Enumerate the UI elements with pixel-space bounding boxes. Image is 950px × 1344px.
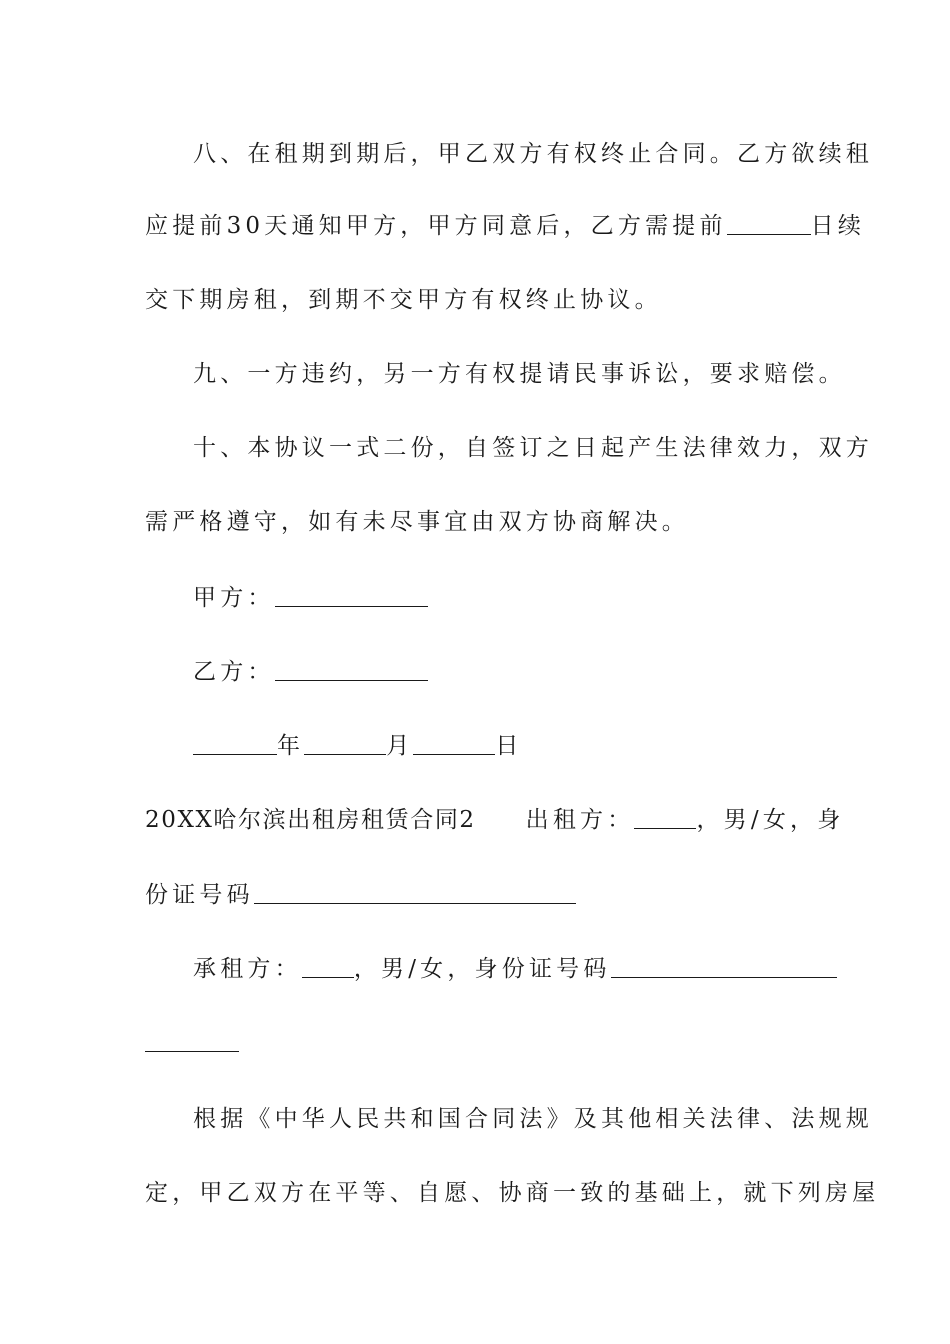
year-label: 年 [277, 733, 305, 759]
clause-10-line-2: 需严格遵守，如有未尽事宜由双方协商解决。 [145, 509, 689, 535]
party-a-label: 甲方： [193, 585, 275, 611]
lessee-id-blank-continued [145, 1029, 239, 1052]
year-blank [193, 732, 277, 755]
lessor-label: 出租方： [525, 807, 635, 833]
signing-date [193, 731, 523, 761]
clause-8-line-2-end: 日续 [810, 213, 866, 239]
lessee-id-continuation [145, 1028, 239, 1058]
clause-10-line-1: 十、本协议一式二份，自签订之日起产生法律效力，双方 [193, 435, 873, 461]
lessor-id-blank [254, 881, 576, 904]
day-label: 日 [495, 733, 523, 759]
lessor-gender: ，男/女，身 [696, 807, 845, 833]
clause-9: 九、一方违约，另一方有权提请民事诉讼，要求赔偿。 [193, 361, 846, 387]
contract-2-title: 20XX哈尔滨出租房租赁合同2 [145, 807, 476, 833]
party-a-signature [193, 583, 428, 613]
lessor-id-label: 份证号码 [145, 882, 254, 908]
month-label: 月 [386, 733, 414, 759]
clause-8-line-1: 八、在租期到期后，甲乙双方有权终止合同。乙方欲续租 [193, 141, 873, 167]
party-a-blank [275, 584, 428, 607]
clause-8-line-3: 交下期房租，到期不交甲方有权终止协议。 [145, 287, 662, 313]
clause-8-line-2 [145, 211, 865, 241]
day-blank [413, 732, 495, 755]
lessee-label: 承租方： [193, 956, 302, 982]
lessor-id-line [145, 880, 576, 910]
month-blank [304, 732, 386, 755]
basis-line-2: 定，甲乙双方在平等、自愿、协商一致的基础上，就下列房屋 [145, 1180, 880, 1206]
basis-line-1: 根据《中华人民共和国合同法》及其他相关法律、法规规 [193, 1106, 873, 1132]
contract-2-heading [145, 805, 844, 835]
lessor-name-blank [634, 806, 696, 829]
party-b-label: 乙方： [193, 659, 275, 685]
lessee-line [193, 954, 837, 984]
renew-days-blank [727, 212, 811, 235]
party-b-blank [275, 658, 428, 681]
party-b-signature [193, 657, 428, 687]
lessee-id-blank [611, 955, 837, 978]
lessee-gender-id: ，男/女，身份证号码 [353, 956, 611, 982]
lessee-name-blank [302, 955, 354, 978]
clause-8-line-2-text: 应提前30天通知甲方，甲方同意后，乙方需提前 [145, 213, 727, 239]
